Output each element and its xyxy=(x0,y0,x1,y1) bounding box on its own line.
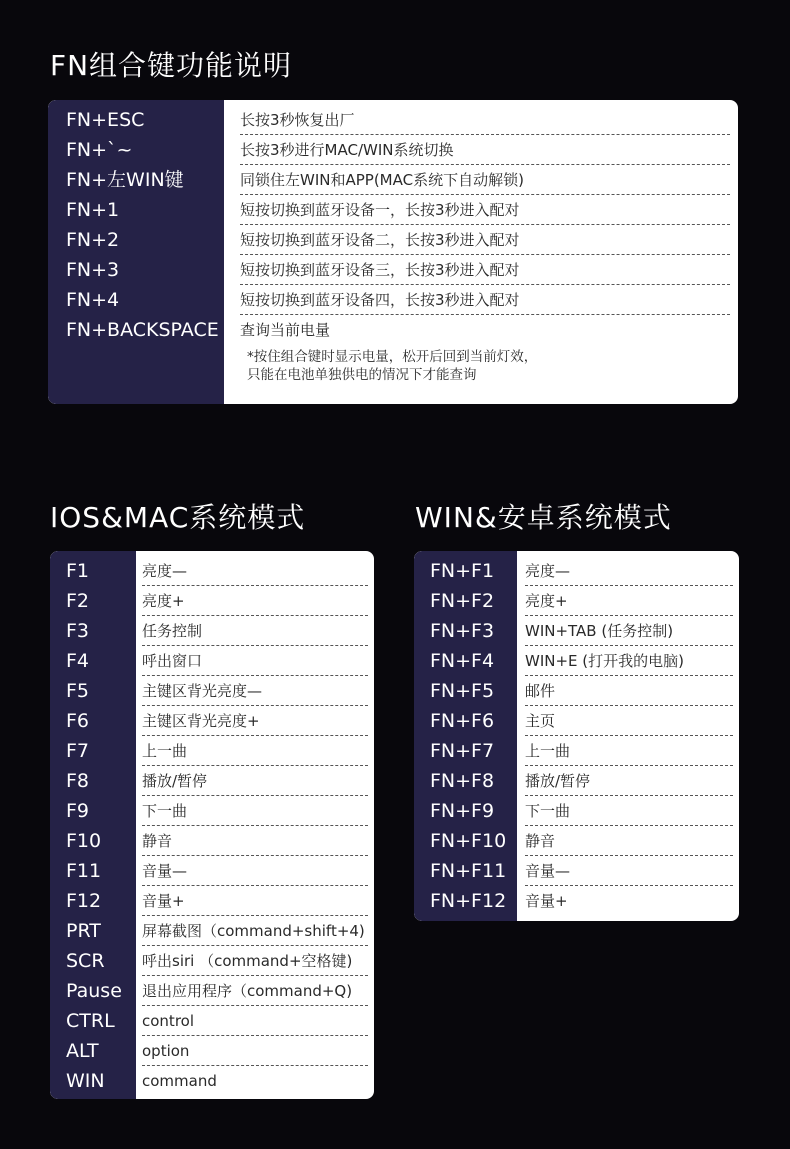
key-label: FN+4 xyxy=(66,289,120,311)
key-description: 长按3秒进行MAC/WIN系统切换 xyxy=(240,135,730,165)
key-label: WIN xyxy=(66,1070,105,1092)
table-row xyxy=(50,976,374,1006)
key-description: 主页 xyxy=(525,706,733,736)
table-row xyxy=(50,586,374,616)
key-description: 上一曲 xyxy=(142,736,368,766)
table-row xyxy=(50,736,374,766)
key-label: F4 xyxy=(66,650,90,672)
key-description: 退出应用程序（command+Q) xyxy=(142,976,368,1006)
key-label: F5 xyxy=(66,680,90,702)
table-row xyxy=(48,225,738,255)
key-label: FN+3 xyxy=(66,259,120,281)
table-row xyxy=(414,556,739,586)
ios-key-table xyxy=(50,551,374,1099)
table-row xyxy=(50,856,374,886)
key-label: FN+1 xyxy=(66,199,120,221)
key-label: F9 xyxy=(66,800,90,822)
key-label: F3 xyxy=(66,620,90,642)
key-label: FN+BACKSPACE xyxy=(66,319,219,341)
key-description: 播放/暂停 xyxy=(142,766,368,796)
key-description: 亮度— xyxy=(142,556,368,586)
key-description: 静音 xyxy=(142,826,368,856)
table-row xyxy=(48,135,738,165)
key-label: F2 xyxy=(66,590,90,612)
key-label: F1 xyxy=(66,560,90,582)
table-row xyxy=(414,586,739,616)
key-label: F8 xyxy=(66,770,90,792)
key-description: 屏幕截图（command+shift+4) xyxy=(142,916,368,946)
table-row xyxy=(414,676,739,706)
table-row xyxy=(50,796,374,826)
key-description: 音量+ xyxy=(142,886,368,916)
key-description: 音量— xyxy=(142,856,368,886)
key-label: FN+F7 xyxy=(430,740,495,762)
table-row xyxy=(50,1006,374,1036)
key-label: ALT xyxy=(66,1040,99,1062)
table-row xyxy=(50,556,374,586)
key-label: FN+F2 xyxy=(430,590,495,612)
battery-note-line1: *按住组合键时显示电量，松开后回到当前灯效， xyxy=(247,349,538,365)
key-description: 下一曲 xyxy=(525,796,733,826)
fn-key-table xyxy=(48,100,738,404)
key-description: 主键区背光亮度— xyxy=(142,676,368,706)
key-description: WIN+E (打开我的电脑) xyxy=(525,646,733,676)
key-description: command xyxy=(142,1072,217,1090)
table-row xyxy=(48,285,738,315)
key-label: SCR xyxy=(66,950,105,972)
table-row xyxy=(50,616,374,646)
table-row xyxy=(414,856,739,886)
table-row xyxy=(414,886,739,916)
key-label: FN+ESC xyxy=(66,109,145,131)
key-description: 同锁住左WIN和APP(MAC系统下自动解锁) xyxy=(240,165,730,195)
table-row xyxy=(50,706,374,736)
key-description: 静音 xyxy=(525,826,733,856)
key-description: 亮度— xyxy=(525,556,733,586)
key-label: FN+F12 xyxy=(430,890,507,912)
table-row xyxy=(50,946,374,976)
table-row xyxy=(50,1066,374,1096)
key-label: FN+F3 xyxy=(430,620,495,642)
table-row xyxy=(50,676,374,706)
key-description: 短按切换到蓝牙设备二，长按3秒进入配对 xyxy=(240,225,730,255)
key-label: CTRL xyxy=(66,1010,115,1032)
table-row xyxy=(48,165,738,195)
fn-section-title: FN组合键功能说明 xyxy=(50,49,293,82)
key-label: F11 xyxy=(66,860,102,882)
key-description: 查询当前电量 xyxy=(240,321,331,339)
key-description: 音量— xyxy=(525,856,733,886)
key-description: 任务控制 xyxy=(142,616,368,646)
table-row xyxy=(414,826,739,856)
table-row xyxy=(50,1036,374,1066)
key-description: 亮度+ xyxy=(142,586,368,616)
key-description: 主键区背光亮度+ xyxy=(142,706,368,736)
key-label: F10 xyxy=(66,830,102,852)
table-row xyxy=(48,195,738,225)
key-label: FN+F1 xyxy=(430,560,495,582)
table-row xyxy=(50,646,374,676)
key-label: FN+F10 xyxy=(430,830,507,852)
key-label: FN+2 xyxy=(66,229,120,251)
table-row xyxy=(50,826,374,856)
table-row xyxy=(414,616,739,646)
key-label: F7 xyxy=(66,740,90,762)
key-description: 短按切换到蓝牙设备三，长按3秒进入配对 xyxy=(240,255,730,285)
key-description: 上一曲 xyxy=(525,736,733,766)
key-label: F6 xyxy=(66,710,90,732)
table-row xyxy=(50,916,374,946)
key-description: 音量+ xyxy=(525,892,568,910)
table-row xyxy=(50,766,374,796)
key-description: 播放/暂停 xyxy=(525,766,733,796)
key-description: 亮度+ xyxy=(525,586,733,616)
key-description: WIN+TAB (任务控制) xyxy=(525,616,733,646)
table-row xyxy=(48,105,738,135)
table-row xyxy=(48,315,738,345)
table-row xyxy=(414,706,739,736)
key-label: FN+F5 xyxy=(430,680,495,702)
key-description: control xyxy=(142,1006,368,1036)
table-row xyxy=(50,886,374,916)
key-label: FN+F4 xyxy=(430,650,495,672)
table-row xyxy=(414,796,739,826)
table-row xyxy=(48,255,738,285)
key-description: 呼出窗口 xyxy=(142,646,368,676)
key-description: 下一曲 xyxy=(142,796,368,826)
table-row xyxy=(414,646,739,676)
key-label: FN+`~ xyxy=(66,139,133,161)
key-description: 短按切换到蓝牙设备四，长按3秒进入配对 xyxy=(240,285,730,315)
key-label: FN+左WIN键 xyxy=(66,169,184,191)
key-description: 邮件 xyxy=(525,676,733,706)
ios-section-title: IOS&MAC系统模式 xyxy=(50,501,306,534)
win-section-title: WIN&安卓系统模式 xyxy=(415,501,672,534)
key-description: option xyxy=(142,1036,368,1066)
battery-note-line2: 只能在电池单独供电的情况下才能查询 xyxy=(247,367,477,383)
win-key-table xyxy=(414,551,739,921)
key-label: PRT xyxy=(66,920,101,942)
key-label: FN+F6 xyxy=(430,710,495,732)
table-row xyxy=(414,766,739,796)
key-description: 短按切换到蓝牙设备一，长按3秒进入配对 xyxy=(240,195,730,225)
key-label: FN+F8 xyxy=(430,770,495,792)
key-description: 呼出siri （command+空格键) xyxy=(142,946,368,976)
table-row xyxy=(414,736,739,766)
key-label: F12 xyxy=(66,890,102,912)
key-label: FN+F9 xyxy=(430,800,495,822)
key-label: FN+F11 xyxy=(430,860,507,882)
key-description: 长按3秒恢复出厂 xyxy=(240,105,730,135)
key-label: Pause xyxy=(66,980,122,1002)
battery-note xyxy=(247,348,537,384)
